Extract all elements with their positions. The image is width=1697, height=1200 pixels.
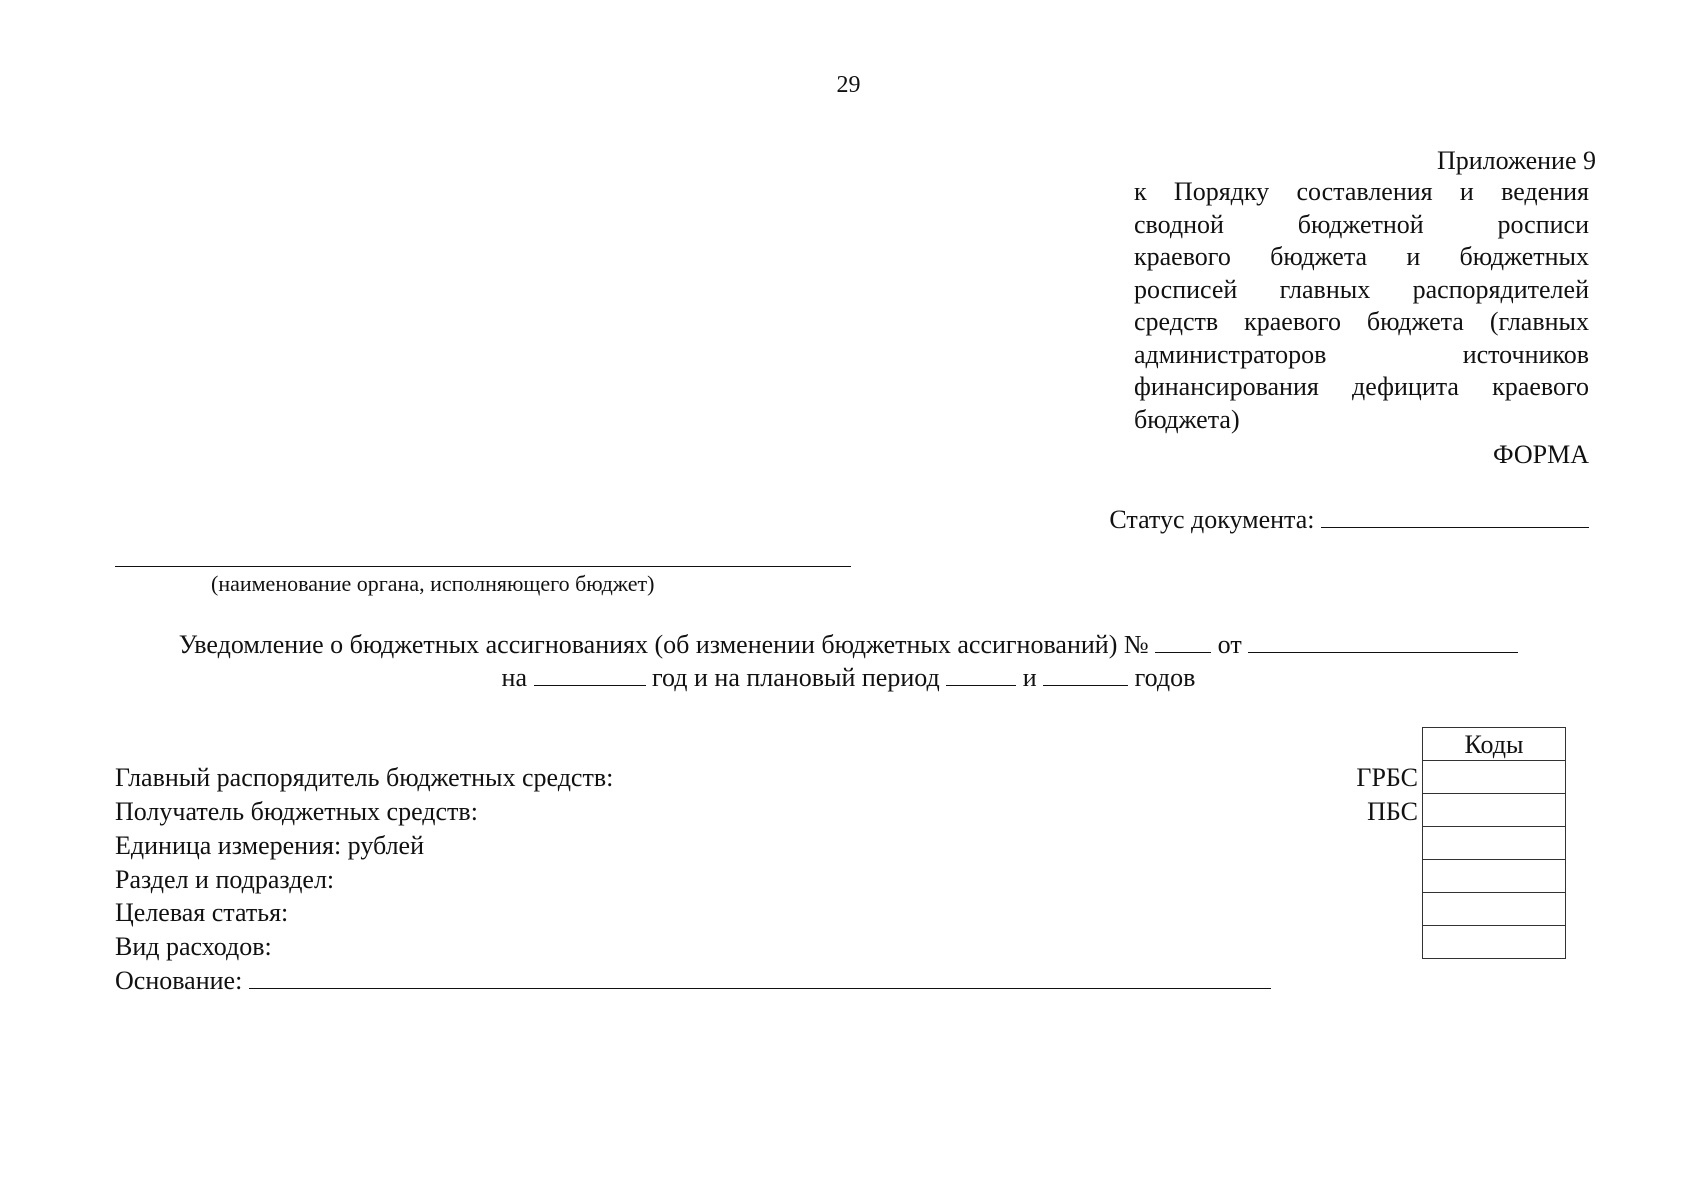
- appendix-line: средств краевого бюджета (главных: [1134, 307, 1589, 336]
- codes-header: Коды: [1423, 728, 1566, 761]
- notice-title-line-2: [0, 663, 1697, 693]
- recipient-label: Получатель бюджетных средств:: [115, 797, 478, 826]
- notice-text: год и на плановый период: [652, 663, 940, 692]
- unit-label: Единица измерения: рублей: [115, 831, 424, 860]
- appendix-line: росписей главных распорядителей: [1134, 274, 1589, 304]
- basis-row: [115, 966, 1271, 996]
- unit-code-cell[interactable]: [1423, 827, 1566, 860]
- organization-name-caption: (наименование органа, исполняющего бюджет): [211, 571, 655, 596]
- pbs-code-cell[interactable]: [1423, 794, 1566, 827]
- planning-year-1-field[interactable]: [946, 663, 1016, 686]
- appendix-line: администраторов источников: [1134, 339, 1589, 369]
- notice-title-line-1: [0, 630, 1697, 660]
- grbs-code-cell[interactable]: [1423, 761, 1566, 794]
- section-label: Раздел и подраздел:: [115, 865, 335, 894]
- section-code-cell[interactable]: [1423, 860, 1566, 893]
- grbs-label: ГРБС: [1356, 763, 1418, 792]
- basis-label: Основание:: [115, 966, 243, 995]
- notice-date-field[interactable]: [1248, 630, 1518, 653]
- target-article-code-cell[interactable]: [1423, 893, 1566, 926]
- form-label: ФОРМА: [1493, 440, 1589, 469]
- appendix-line: к Порядку составления и ведения: [1134, 177, 1589, 206]
- codes-table: [1422, 727, 1566, 959]
- appendix-line: бюджета): [1134, 404, 1240, 434]
- expense-type-code-cell[interactable]: [1423, 926, 1566, 959]
- document-status-label: Статус документа:: [1109, 505, 1315, 534]
- appendix-body: [1134, 176, 1589, 436]
- notice-text: на: [501, 663, 528, 692]
- basis-field[interactable]: [249, 966, 1271, 989]
- document-status-field[interactable]: [1321, 505, 1589, 528]
- organization-name-field[interactable]: [115, 566, 851, 567]
- notice-text: от: [1217, 630, 1242, 659]
- appendix-title: Приложение 9: [1436, 146, 1596, 175]
- appendix-line: финансирования дефицита краевого: [1134, 372, 1589, 401]
- notice-text: Уведомление о бюджетных ассигнованиях (об изменении бюджетных ассигнований) №: [178, 630, 1149, 659]
- target-article-label: Целевая статья:: [115, 898, 289, 927]
- main-manager-label: Главный распорядитель бюджетных средств:: [115, 763, 614, 792]
- page-number: 29: [836, 72, 861, 98]
- pbs-label: ПБС: [1367, 797, 1418, 826]
- notice-text: годов: [1134, 663, 1196, 692]
- notice-number-field[interactable]: [1155, 630, 1211, 653]
- document-status-row: [1109, 505, 1589, 535]
- appendix-line: краевого бюджета и бюджетных: [1134, 242, 1589, 271]
- appendix-line: сводной бюджетной росписи: [1134, 209, 1589, 239]
- notice-text: и: [1022, 663, 1037, 692]
- expense-type-label: Вид расходов:: [115, 932, 272, 961]
- planning-year-2-field[interactable]: [1043, 663, 1128, 686]
- budget-year-field[interactable]: [534, 663, 646, 686]
